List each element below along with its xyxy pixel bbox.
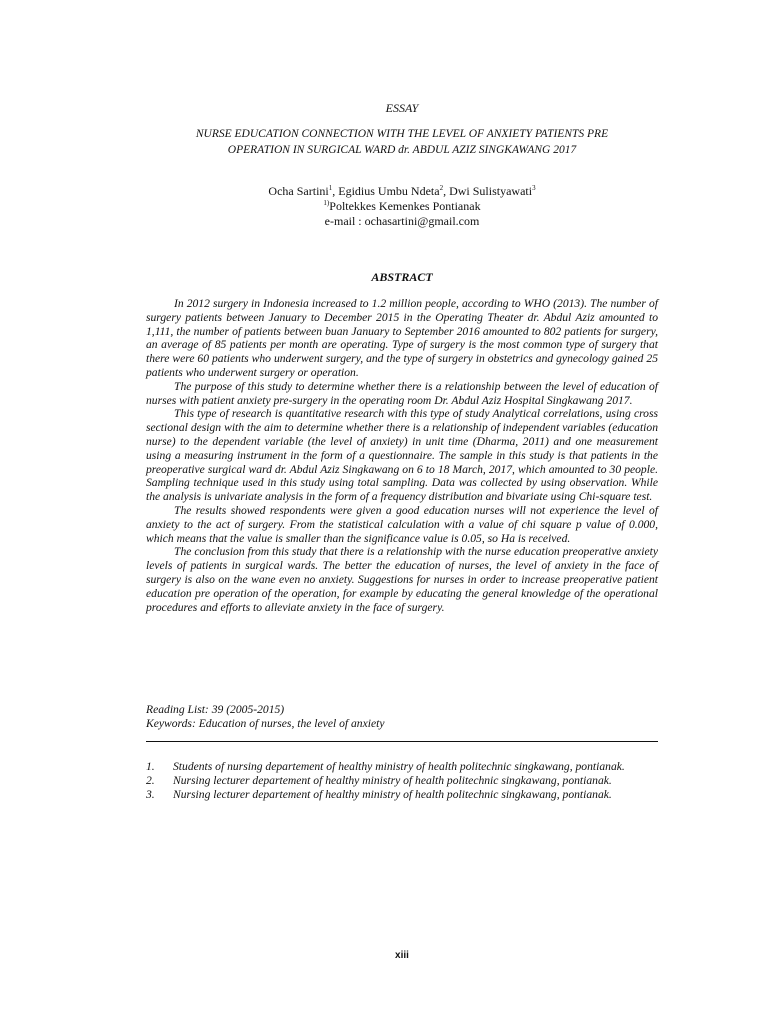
title-line-2: OPERATION IN SURGICAL WARD dr. ABDUL AZIZ SINGKAWANG 2017 <box>227 144 577 156</box>
reading-list: Reading List: 39 (2005-2015) <box>146 703 285 716</box>
abstract-body <box>146 297 658 614</box>
author-mark: 2 <box>439 184 444 192</box>
author-separator: , <box>332 184 339 198</box>
page-number: xiii <box>395 950 409 961</box>
footnote-number: 1. <box>146 760 155 773</box>
author-email: e-mail : ochasartini@gmail.com <box>324 214 480 228</box>
footnote-item <box>146 788 658 802</box>
abstract-paragraph: The conclusion from this study that there is a relationship with the nurse education preoperative anxiety levels of patients in surgical wards. The better the education of nurses, the level of anxiety in the face of surgery is also on the wane even no anxiety. Suggestions for nurses in order to increase preoperative patient education pre operation of the operation, for example by educating the general knowledge of the operational procedures and efforts to alleviate anxiety in the face of surgery. <box>146 545 658 614</box>
author-mark: 1 <box>328 184 333 192</box>
footnote-divider <box>146 741 658 742</box>
footnote-text: Students of nursing departement of healthy ministry of health politechnic singkawang, pontianak. <box>173 760 625 773</box>
author-block <box>146 184 658 229</box>
footnote-number: 2. <box>146 774 155 787</box>
title-line-1: NURSE EDUCATION CONNECTION WITH THE LEVEL OF ANXIETY PATIENTS PRE <box>195 128 609 140</box>
affiliation-mark: 1) <box>323 199 330 207</box>
abstract-paragraph: The results showed respondents were given a good education nurses will not experience the level of anxiety to the act of surgery. From the statistical calculation with a value of chi square p value of 0.000, which means that the value is smaller than the significance value is 0.05, so Ha is received. <box>146 503 658 545</box>
footnote-text: Nursing lecturer departement of healthy ministry of health politechnic singkawang, pontianak. <box>173 774 612 787</box>
author-separator: , <box>443 184 450 198</box>
keywords: Keywords: Education of nurses, the level of anxiety <box>146 717 385 730</box>
footnote-item <box>146 760 658 774</box>
abstract-paragraph: The purpose of this study to determine whether there is a relationship between the level of education of nurses with patient anxiety pre-surgery in the operating room Dr. Abdul Aziz Hospital Singkawang 2017. <box>146 379 658 407</box>
abstract-heading: ABSTRACT <box>371 270 433 284</box>
footnote-item <box>146 774 658 788</box>
abstract-meta <box>146 703 658 731</box>
footnote-list <box>146 760 658 802</box>
section-label: ESSAY <box>385 101 419 115</box>
footnote-text: Nursing lecturer departement of healthy ministry of health politechnic singkawang, pontianak. <box>173 788 612 801</box>
abstract-paragraph: This type of research is quantitative research with this type of study Analytical correlations, using cross sectional design with the aim to determine whether there is a relationship of independent variables (education nurse) to the dependent variable (the level of anxiety) in unit time (Dharma, 2011) and one measurement using a measuring instrument in the form of a questionnaire. The sample in this study is that patients in the preoperative surgical ward dr. Abdul Aziz Singkawang on 6 to 18 March, 2017, which amounted to 30 people. Sampling technique used in this study using total sampling. Data was collected by using observation. While the analysis is univariate analysis in the form of a frequency distribution and bivariate using Chi-square test. <box>146 407 658 504</box>
author-names <box>146 184 658 199</box>
author-name: Egidius Umbu Ndeta <box>338 184 440 198</box>
author-name: Dwi Sulistyawati <box>449 184 533 198</box>
footnote-number: 3. <box>146 788 155 801</box>
paper-title <box>146 126 658 158</box>
affiliation-text: Poltekkes Kemenkes Pontianak <box>329 199 481 213</box>
abstract-paragraph: In 2012 surgery in Indonesia increased to 1.2 million people, according to WHO (2013). The number of surgery patients between January to December 2015 in the Operating Theater dr. Abdul Aziz amounted to 1,111, the number of patients between buan January to September 2016 amounted to 802 patients for surgery, an average of 85 patients per month are operating. Type of surgery is the most common type of surgery that there were 60 patients who underwent surgery, and the type of surgery in obstetrics and gynecology gained 25 patients who underwent surgery or operation. <box>146 297 658 379</box>
author-name: Ocha Sartini <box>268 184 329 198</box>
author-mark: 3 <box>532 184 536 192</box>
affiliation <box>146 199 658 214</box>
